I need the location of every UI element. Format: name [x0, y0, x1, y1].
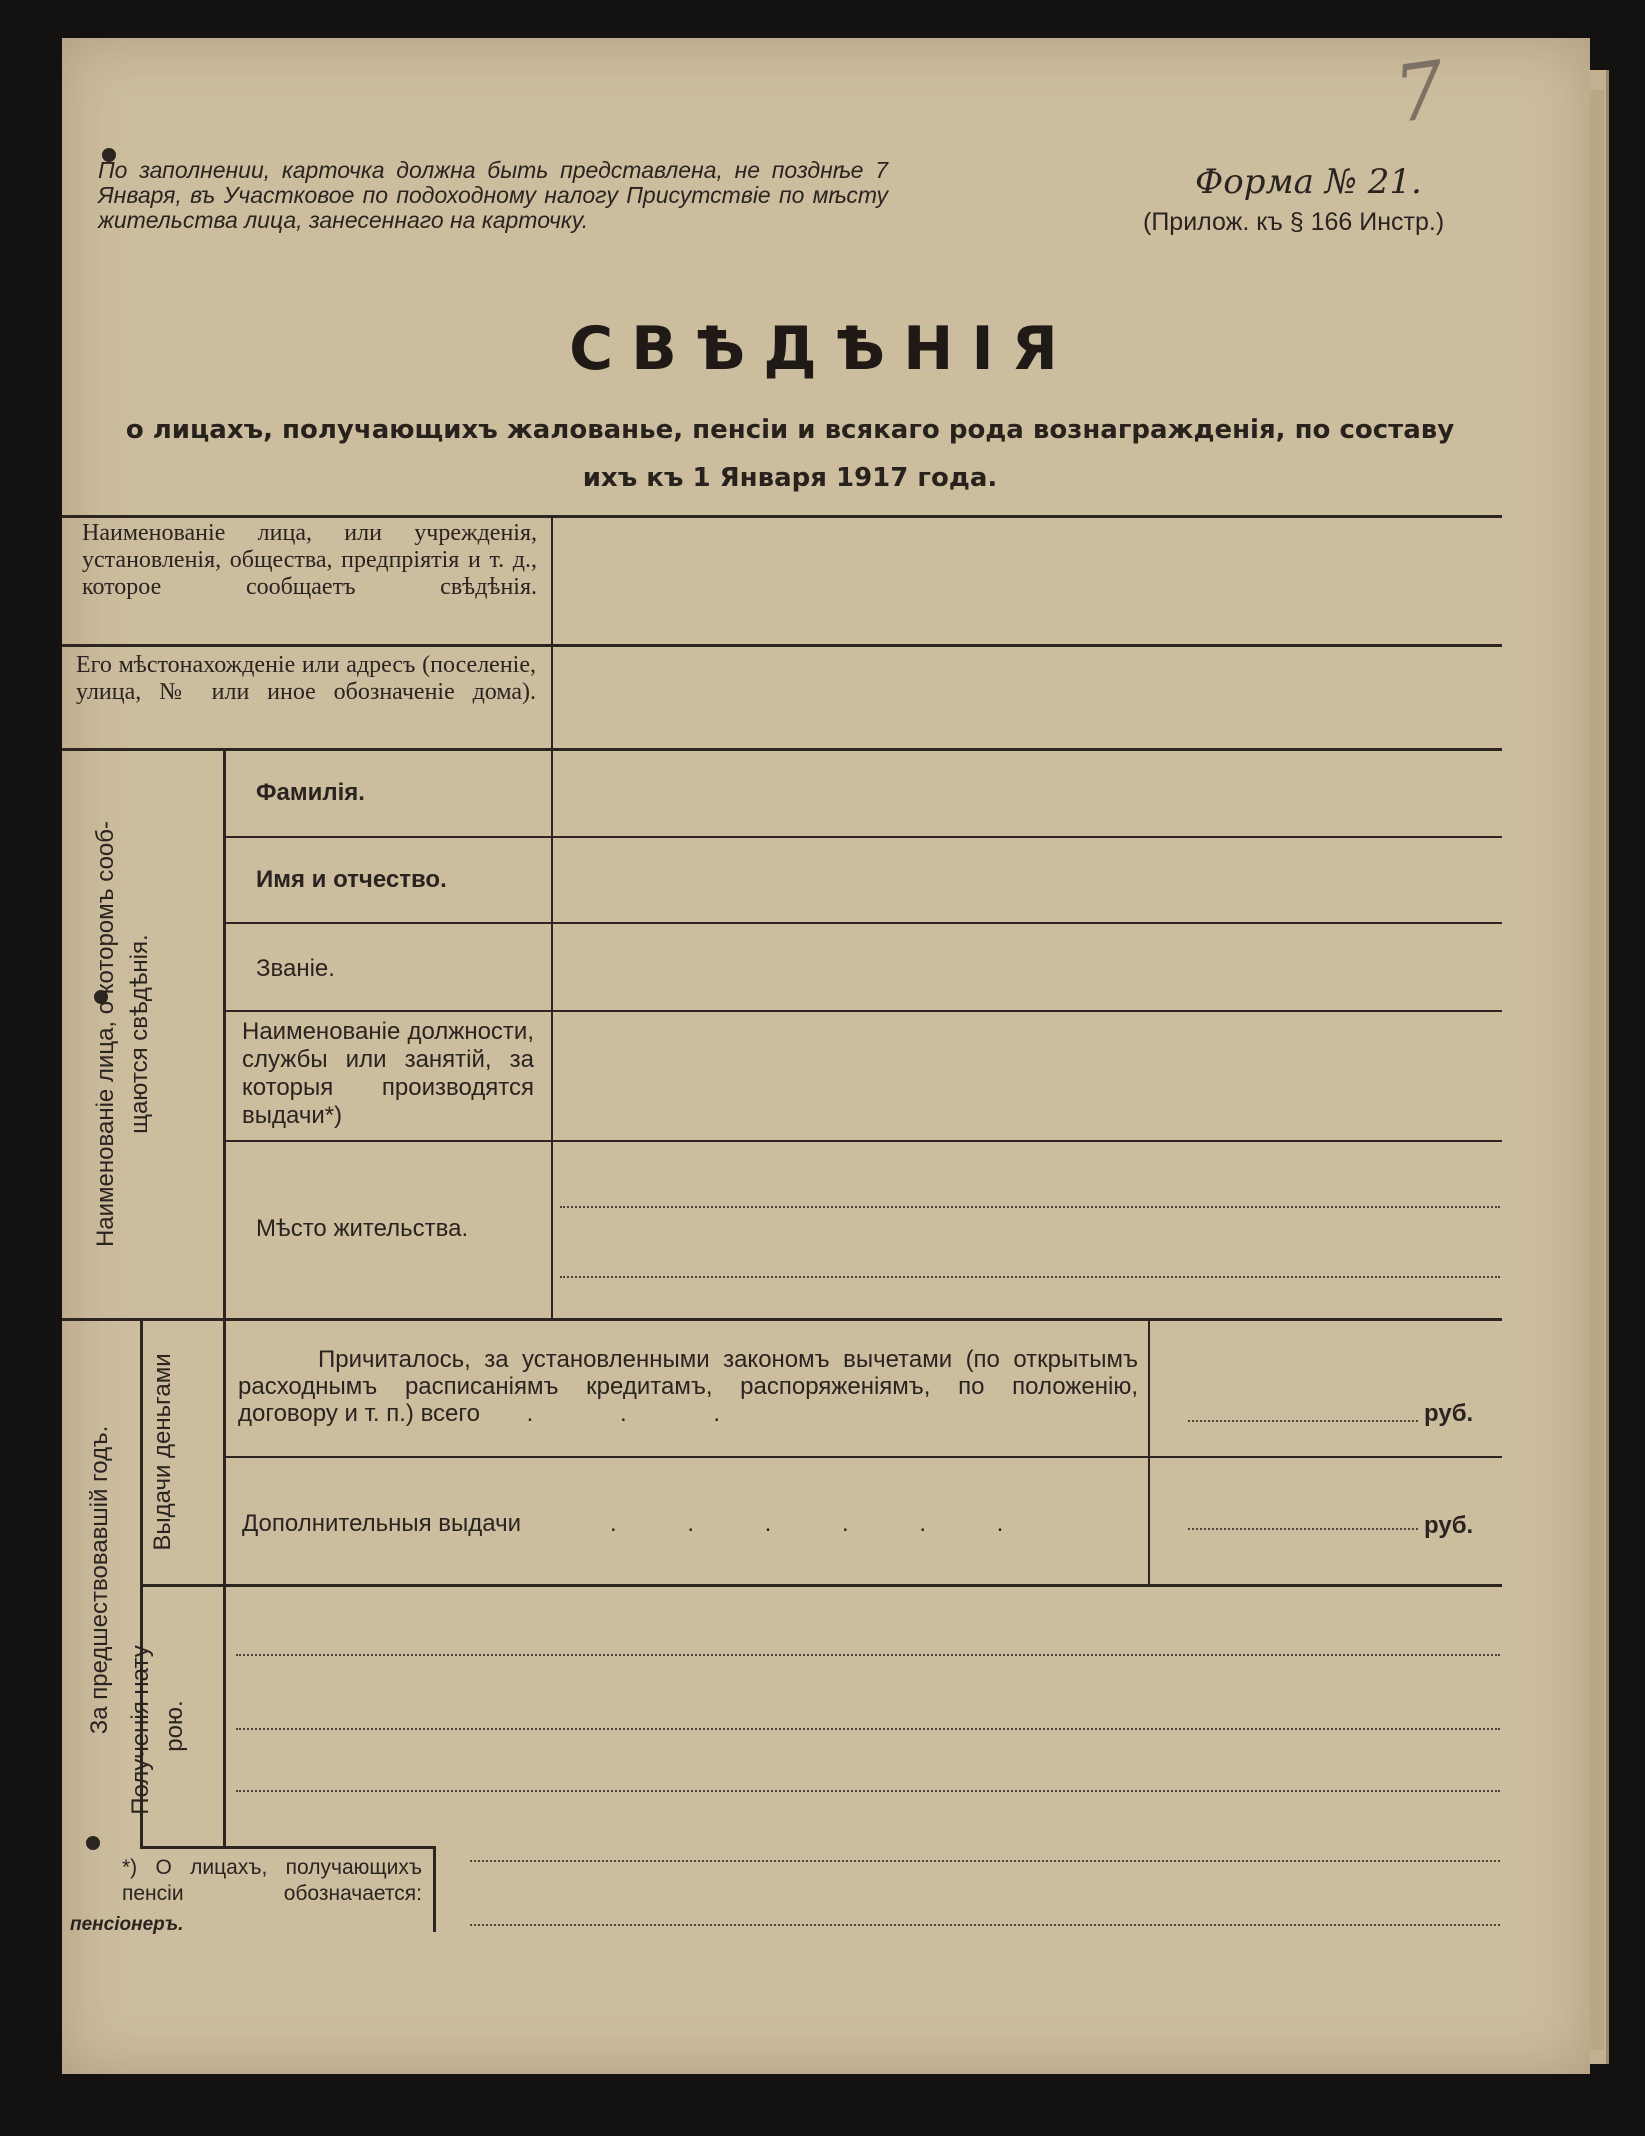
- subtitle-line-1: о лицахъ, получающихъ жалованье, пенсіи и всякаго рода вознагражденія, по составу: [125, 415, 1455, 445]
- divider-amount-column: [1148, 1320, 1150, 1584]
- person-group-label-line-2: щаются свѣдѣнія.: [126, 934, 153, 1134]
- rule-after-name: [225, 922, 1502, 924]
- divider-label-field-upper: [551, 517, 553, 750]
- extra-unit: руб.: [1424, 1512, 1474, 1539]
- reporter-label: Наименованіе лица, или учрежденія, установленія, общества, предпріятія и т. д., которое сообщаетъ свѣдѣнія.: [82, 520, 537, 600]
- rule-top: [62, 515, 1502, 518]
- rule-after-person: [62, 1318, 1502, 1321]
- document-subtitle: [110, 406, 1470, 502]
- rule-after-reporter: [62, 644, 1502, 647]
- extra-dots: . . . . . .: [610, 1510, 1036, 1537]
- footnote-text: *) О лицахъ, получающихъ пенсіи обозначается:: [122, 1856, 422, 1905]
- document-title: СВѢДѢНІЯ: [569, 314, 1076, 384]
- in-kind-label-line-1: Полученія нату-: [127, 1637, 154, 1815]
- due-amount-label: Причиталось, за установленными закономъ вычетами (по открытымъ расходнымъ расписаніямъ кредитамъ, распоряженіямъ, по положенію, договору и т. п.) всего: [238, 1346, 1138, 1427]
- person-group-label: [89, 794, 157, 1274]
- in-kind-line-2: [236, 1728, 1500, 1730]
- residence-line-2: [560, 1276, 1500, 1278]
- rule-after-due: [225, 1456, 1502, 1458]
- footnote-pensioner: пенсіонеръ.: [70, 1914, 184, 1935]
- due-unit: руб.: [1424, 1400, 1474, 1427]
- in-kind-line-1: [236, 1654, 1500, 1656]
- rule-footnote-box: [140, 1846, 436, 1849]
- address-label: Его мѣстонахожденіе или адресъ (поселеніе, улица, № или иное обозначеніе дома).: [76, 652, 536, 705]
- residence-line-1: [560, 1206, 1500, 1208]
- surname-label: Фамилія.: [256, 779, 365, 806]
- rank-label: Званіе.: [256, 955, 335, 982]
- person-group-label-line-1: Наименованіе лица, о которомъ сооб-: [92, 820, 119, 1248]
- rule-after-surname: [225, 836, 1502, 838]
- divider-label-field-person: [551, 750, 553, 1318]
- money-payments-label: Выдачи деньгами: [149, 1353, 176, 1551]
- previous-year-label: За предшествовавшій годъ.: [86, 1425, 113, 1735]
- divider-person-group: [223, 750, 226, 1320]
- rule-after-rank: [225, 1010, 1502, 1012]
- back-sheet-edge-shadow: [1590, 90, 1604, 2050]
- position-label: Наименованіе должности, службы или занятій, за которыя производятся выдачи*): [242, 1018, 534, 1129]
- due-dots: . . .: [526, 1400, 760, 1427]
- extra-line-1: [470, 1860, 1500, 1862]
- residence-label: Мѣсто жительства.: [256, 1215, 469, 1242]
- form-reference: (Прилож. къ § 166 Инстр.): [1143, 208, 1445, 236]
- subtitle-line-2: ихъ къ 1 Января 1917 года.: [582, 463, 998, 493]
- rule-after-address: [62, 748, 1502, 751]
- name-label: Имя и отчество.: [256, 866, 447, 893]
- in-kind-label: [124, 1606, 192, 1846]
- extra-line-2: [470, 1924, 1500, 1926]
- punch-hole-bottom: [86, 1836, 100, 1850]
- due-amount-text: [238, 1346, 1138, 1427]
- rule-after-position: [225, 1140, 1502, 1142]
- extra-amount-line: [1188, 1528, 1418, 1530]
- in-kind-line-3: [236, 1790, 1500, 1792]
- rule-after-money: [140, 1584, 1502, 1587]
- in-kind-label-line-2: рою.: [161, 1700, 188, 1752]
- submission-notice: По заполнении, карточка должна быть представлена, не позднѣе 7 Января, въ Участковое по подоходному налогу Присутствіе по мѣсту жительства лица, занесеннаго на карточку.: [98, 157, 888, 233]
- extra-payments-label: Дополнительныя выдачи: [242, 1510, 522, 1537]
- due-amount-line: [1188, 1420, 1418, 1422]
- divider-money-kind: [223, 1320, 226, 1846]
- form-number: Форма № 21.: [1195, 162, 1422, 202]
- handwritten-page-number: 7: [1388, 44, 1451, 142]
- footnote-box-right: [433, 1846, 436, 1932]
